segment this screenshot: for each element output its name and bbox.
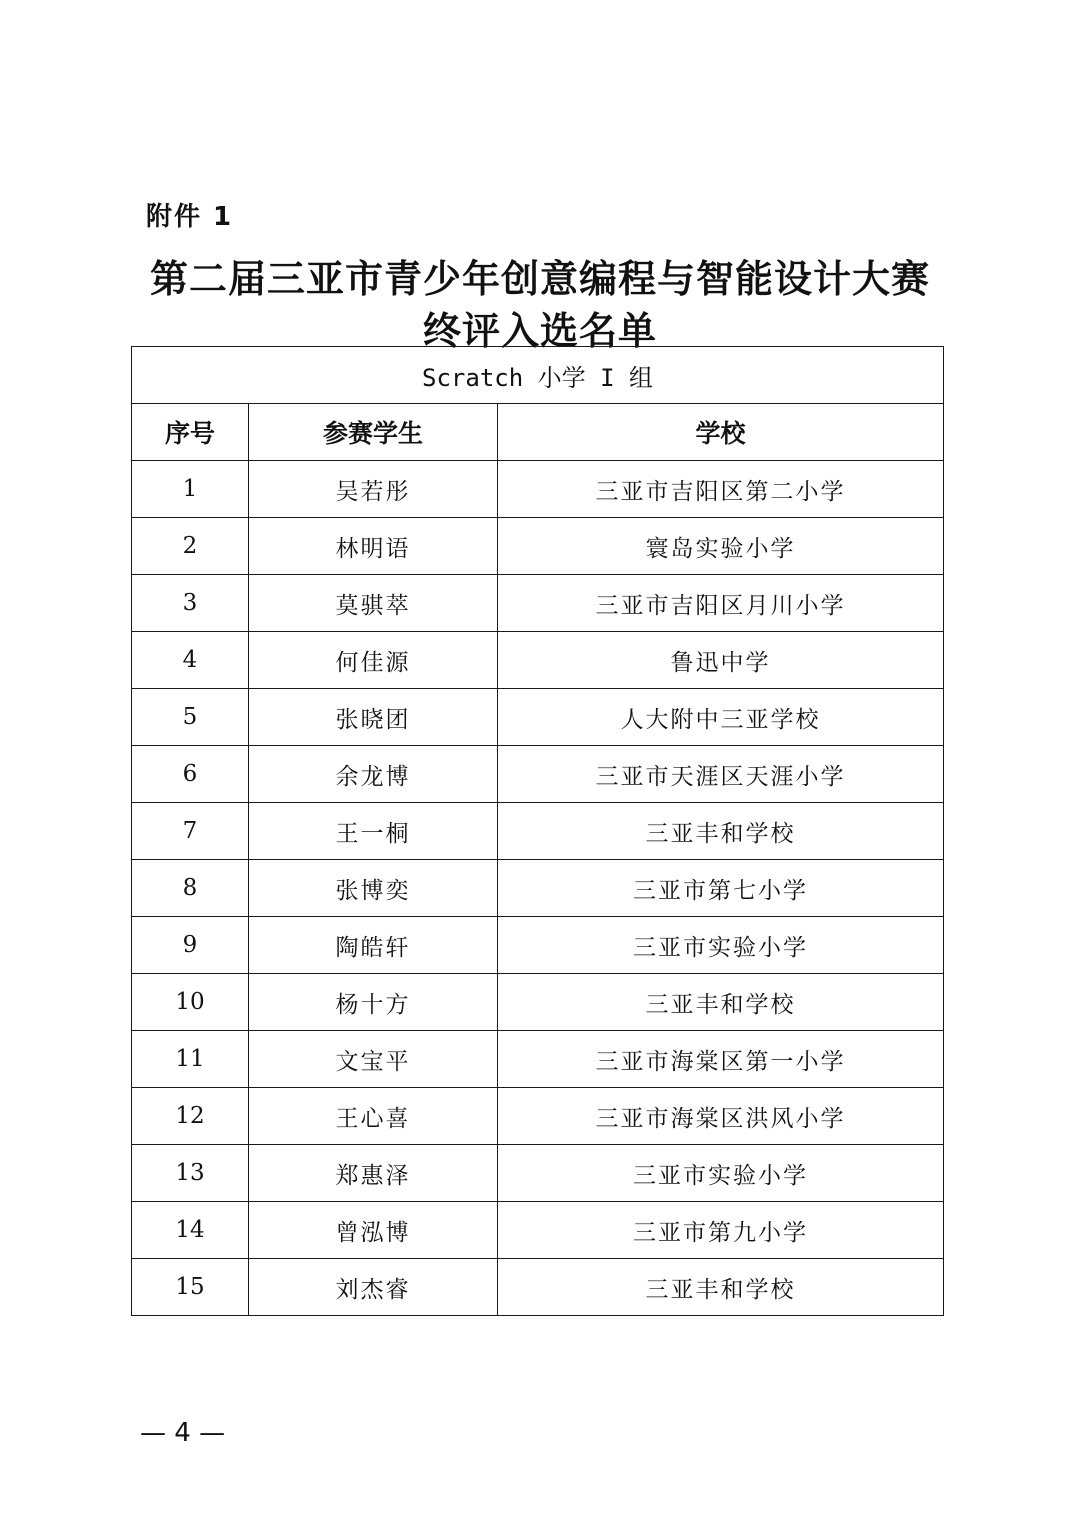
row-number: 7 (132, 803, 249, 860)
row-number: 10 (132, 974, 249, 1031)
row-number: 12 (132, 1088, 249, 1145)
school-name: 寰岛实验小学 (498, 518, 944, 575)
student-name: 王一桐 (249, 803, 498, 860)
school-name: 三亚丰和学校 (498, 974, 944, 1031)
student-name: 曾泓博 (249, 1202, 498, 1259)
table-row (132, 689, 944, 746)
student-name: 张晓团 (249, 689, 498, 746)
row-number: 4 (132, 632, 249, 689)
school-name: 三亚市海棠区洪风小学 (498, 1088, 944, 1145)
school-name: 三亚市实验小学 (498, 917, 944, 974)
table-row (132, 746, 944, 803)
school-name: 三亚丰和学校 (498, 1259, 944, 1316)
school-name: 三亚市第七小学 (498, 860, 944, 917)
table-row (132, 803, 944, 860)
row-number: 5 (132, 689, 249, 746)
table-row (132, 1202, 944, 1259)
table-row (132, 518, 944, 575)
column-header-student: 参赛学生 (249, 404, 498, 461)
student-name: 文宝平 (249, 1031, 498, 1088)
document-title-line-1: 第二届三亚市青少年创意编程与智能设计大赛 (149, 257, 930, 301)
school-name: 人大附中三亚学校 (498, 689, 944, 746)
row-number: 8 (132, 860, 249, 917)
student-name: 刘杰睿 (249, 1259, 498, 1316)
student-name: 陶皓轩 (249, 917, 498, 974)
row-number: 9 (132, 917, 249, 974)
student-name: 郑惠泽 (249, 1145, 498, 1202)
attachment-label: 附件 1 (146, 202, 234, 232)
table-row (132, 1145, 944, 1202)
student-name: 莫骐萃 (249, 575, 498, 632)
row-number: 2 (132, 518, 249, 575)
student-name: 张博奕 (249, 860, 498, 917)
document-title-line-2: 终评入选名单 (422, 309, 657, 353)
row-number: 14 (132, 1202, 249, 1259)
student-name: 杨十方 (249, 974, 498, 1031)
group-row (132, 347, 944, 404)
group-title: Scratch 小学 I 组 (132, 347, 944, 404)
table-row (132, 1031, 944, 1088)
row-number: 15 (132, 1259, 249, 1316)
school-name: 三亚丰和学校 (498, 803, 944, 860)
table-row (132, 1088, 944, 1145)
school-name: 三亚市天涯区天涯小学 (498, 746, 944, 803)
student-name: 何佳源 (249, 632, 498, 689)
table-row (132, 461, 944, 518)
table-row (132, 860, 944, 917)
row-number: 6 (132, 746, 249, 803)
finalist-table (131, 346, 944, 1316)
column-header-school: 学校 (498, 404, 944, 461)
school-name: 三亚市实验小学 (498, 1145, 944, 1202)
student-name: 余龙博 (249, 746, 498, 803)
student-name: 王心喜 (249, 1088, 498, 1145)
table-row (132, 1259, 944, 1316)
table-row (132, 632, 944, 689)
table-row (132, 974, 944, 1031)
row-number: 3 (132, 575, 249, 632)
column-header-number: 序号 (132, 404, 249, 461)
table-row (132, 575, 944, 632)
student-name: 吴若彤 (249, 461, 498, 518)
page-number: — 4 — (140, 1418, 226, 1448)
school-name: 鲁迅中学 (498, 632, 944, 689)
row-number: 1 (132, 461, 249, 518)
student-name: 林明语 (249, 518, 498, 575)
school-name: 三亚市海棠区第一小学 (498, 1031, 944, 1088)
school-name: 三亚市吉阳区第二小学 (498, 461, 944, 518)
table-row (132, 917, 944, 974)
column-header-row (132, 404, 944, 461)
school-name: 三亚市第九小学 (498, 1202, 944, 1259)
row-number: 11 (132, 1031, 249, 1088)
row-number: 13 (132, 1145, 249, 1202)
school-name: 三亚市吉阳区月川小学 (498, 575, 944, 632)
